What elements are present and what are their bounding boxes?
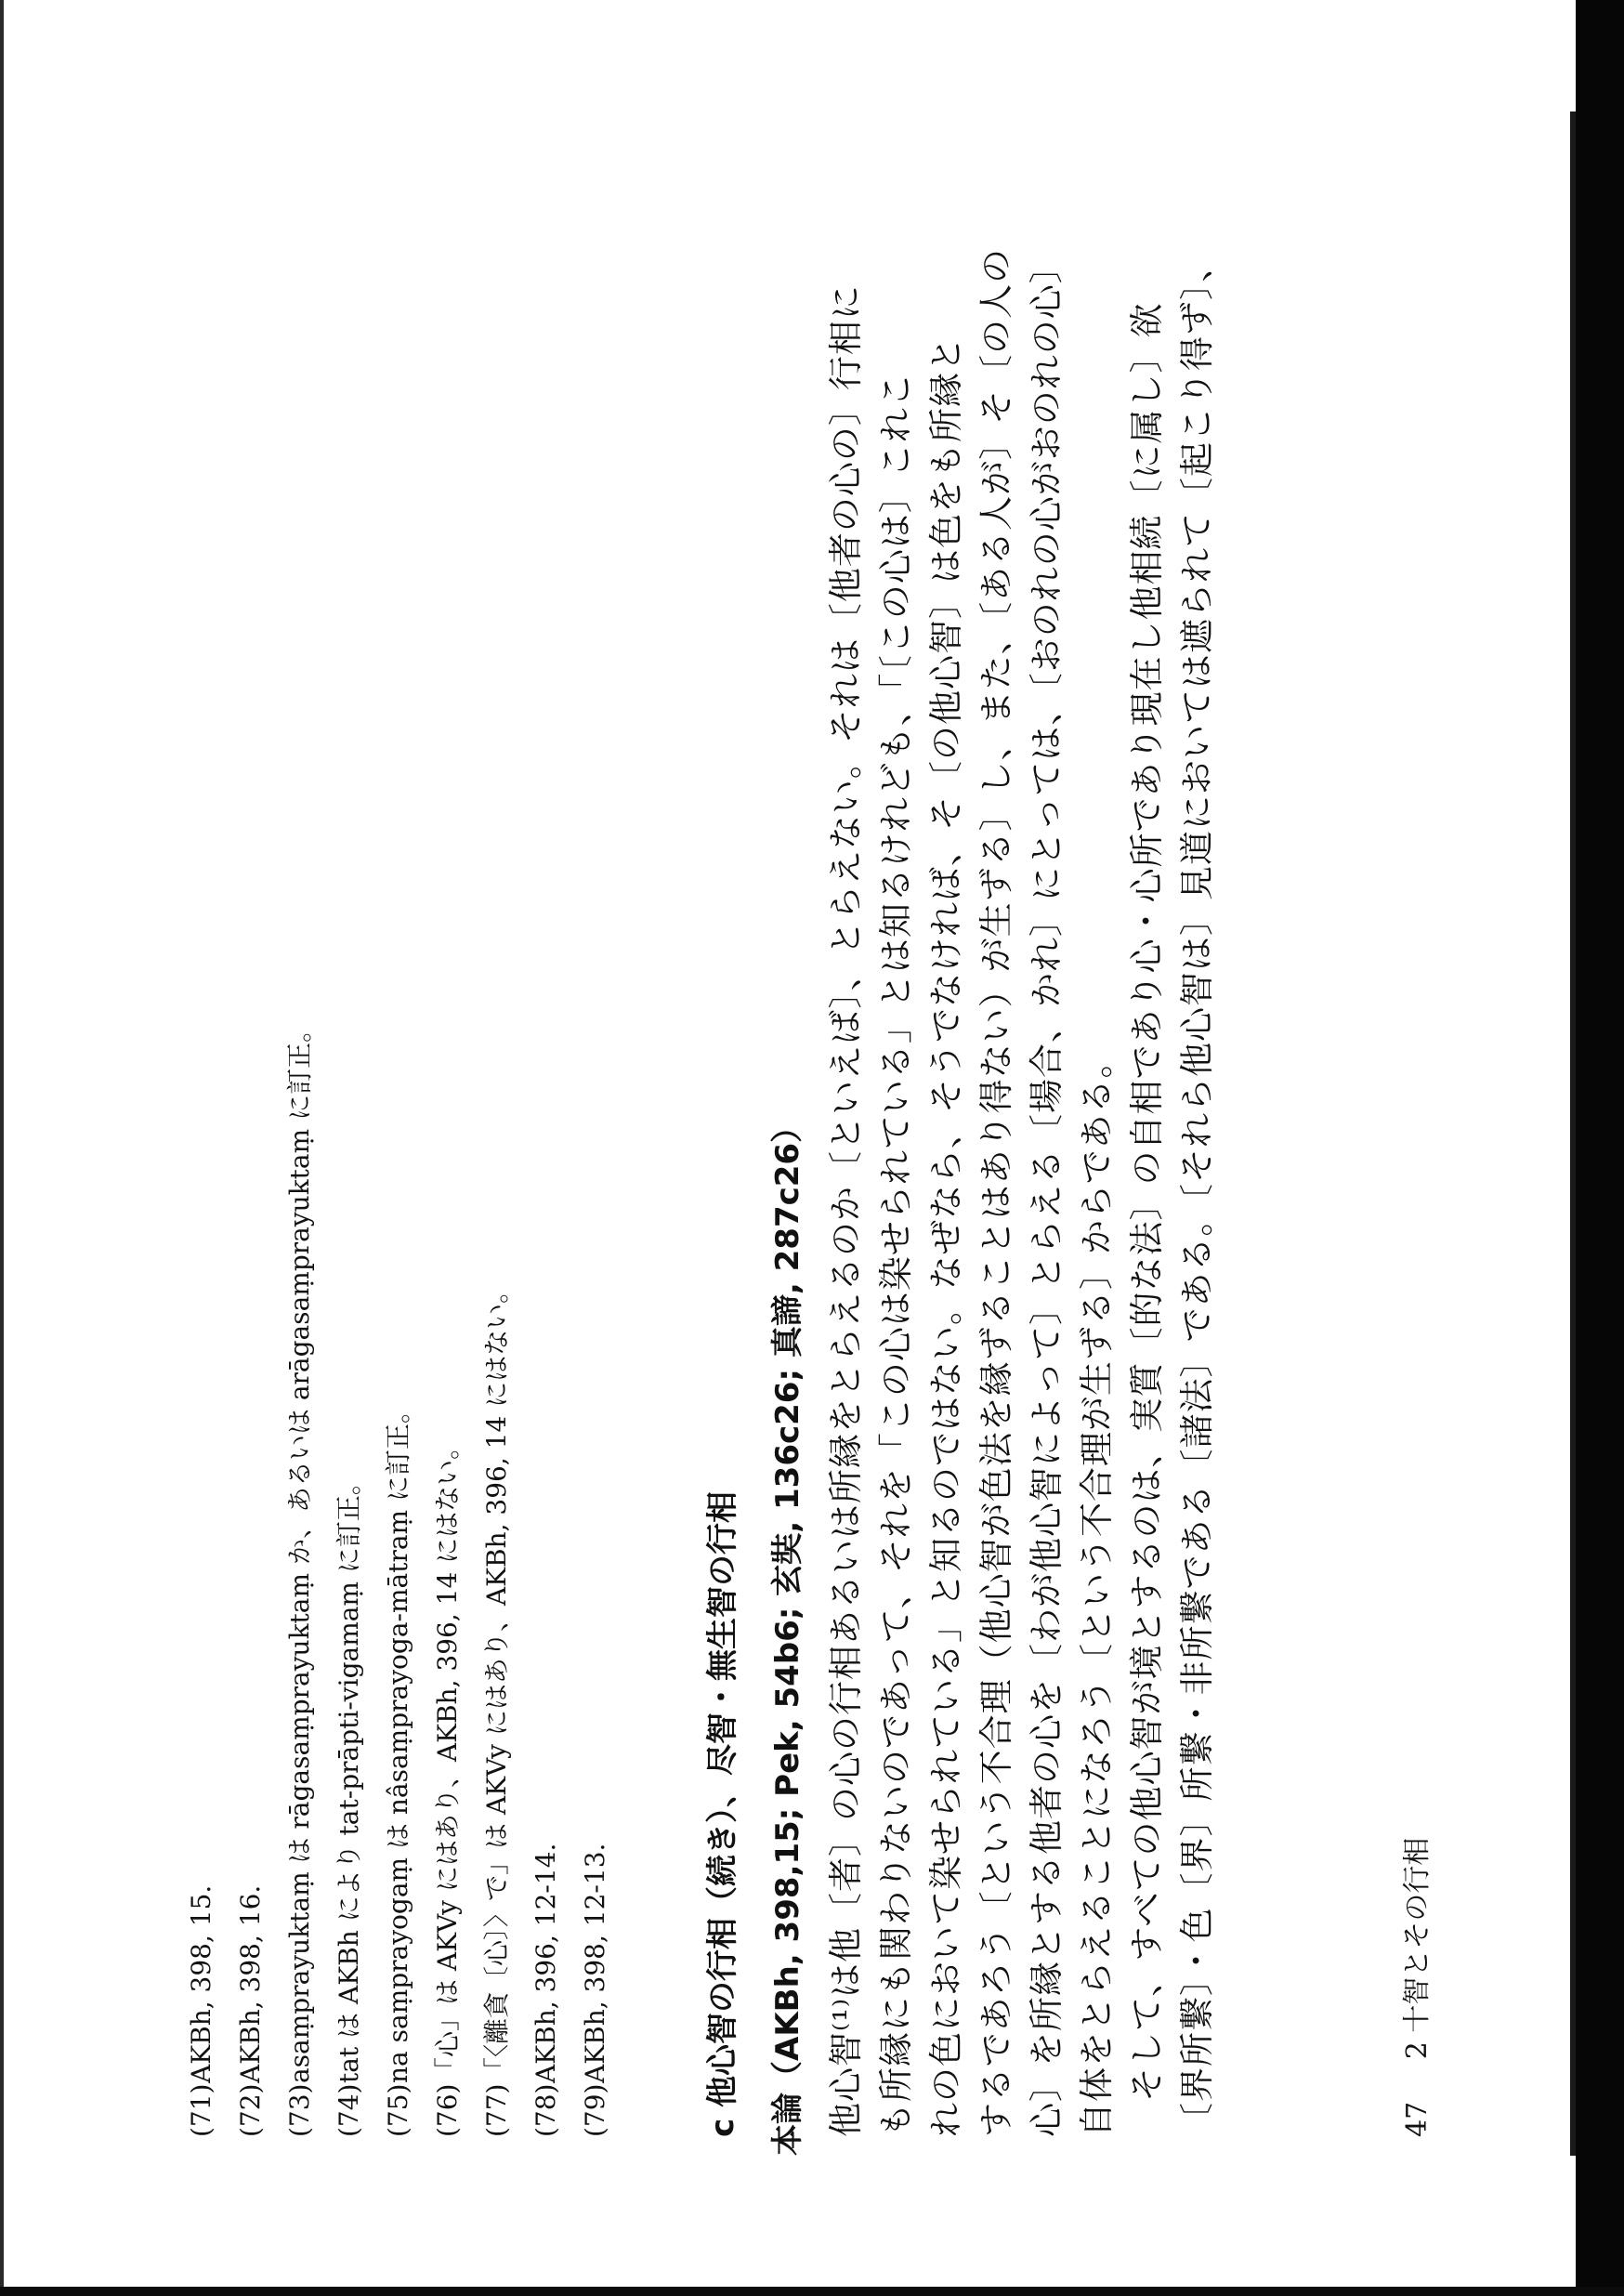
footnote xyxy=(481,1278,513,2137)
footnote-number: (75) xyxy=(383,2083,413,2137)
footnote-number: (73) xyxy=(284,2083,315,2137)
rotated-text-block xyxy=(186,246,1468,2156)
body-line: そして、すべての他心智が境とするのは、実質〔的な法〕の自相であり心・心所であり現在し他相続〔に属し〕欲 xyxy=(1127,302,1167,2137)
footnote-text: asaṃprayuktaṃ は rāgasaṃprayuktaṃ か、あるいは arāgasaṃprayuktaṃ に訂正。 xyxy=(284,1016,315,2083)
footnote-text: AKBh, 398, 16. xyxy=(235,1884,266,2083)
footnote xyxy=(530,1843,562,2137)
running-footer xyxy=(1394,1804,1434,2137)
section-heading: c 他心智の行相（続き）、尽智・無生智の行相 xyxy=(704,1491,741,2137)
footnote-number: (79) xyxy=(580,2083,610,2137)
footnote-number: (74) xyxy=(334,2083,364,2137)
footnote-text: 「〈離貪〔心〕〉で」は AKVy にはあり、AKBh, 396, 14 にはない。 xyxy=(481,1277,512,2083)
body-line: 〔界所繋〕・色〔界〕所繋・非所繋である〔諸法〕である。〔それら他心智は〕見道においては遮られて〔起こり得ず〕、 xyxy=(1177,246,1217,2137)
source-heading: 本論（AKBh, 398,15; Pek, 54b6; 玄奘, 136c26; 真諦, 287c26） xyxy=(769,1110,806,2156)
page-number: 47 xyxy=(1401,2101,1434,2137)
footnote-number: (72) xyxy=(235,2083,266,2137)
footnote-text: AKBh, 396, 12-14. xyxy=(530,1843,561,2083)
body-line: れの色において染せられている」と知るのではない。なぜなら、そうでなければ、そ〔の他心智〕は色をも所縁と xyxy=(926,336,966,2137)
chapter-title: 2 十智とその行相 xyxy=(1401,1837,1434,2060)
footnote-number: (76) xyxy=(432,2083,463,2137)
body-line: 心〕を所縁とする他者の心を〔わが他心智によって〕とらえる〔場合、かれ〕にとっては、〔おのれの心がおのれの心〕 xyxy=(1027,248,1067,2137)
footnote-text: AKBh, 398, 12-13. xyxy=(580,1843,610,2083)
body-line: も所縁にも関わりないのであって、それを「この心は染せられている」とは知るけれども、「〔この心は〕これこ xyxy=(876,372,916,2137)
footnote-number: (78) xyxy=(530,2083,561,2137)
body-line: 他心智⁽¹⁾は他〔者〕の心の行相あるいは所縁をとらえるのか〔といえば〕、とらえない。それは〔他者の心の〕行相に xyxy=(826,284,866,2137)
footnote-text: na saṃprayogaṃ は nâsaṃprayoga-mātraṃ に訂正。 xyxy=(383,1397,413,2083)
footnote xyxy=(186,1885,217,2137)
footnote xyxy=(235,1885,267,2137)
footnote-number: (77) xyxy=(481,2083,512,2137)
footnote-number: (71) xyxy=(186,2083,216,2137)
footnote xyxy=(383,1397,414,2137)
footnote xyxy=(284,1017,316,2137)
footnote xyxy=(580,1843,611,2137)
footnote xyxy=(334,1469,365,2137)
footnote-text: tat は AKBh により tat-prāpti-vigamaṃ に訂正。 xyxy=(334,1469,364,2083)
footnote xyxy=(432,1434,464,2137)
body-line: 自体をとらえることになろう〔という不合理が生ずる〕からである。 xyxy=(1077,1043,1117,2137)
footnote-text: 「心」は AKVy にはあり、AKBh, 396, 14 にはない。 xyxy=(432,1433,463,2083)
body-line: するであろう〔という不合理（他心智が色法を縁ずることはあり得ない）が生ずる〕し、また、〔ある人が〕そ〔の人の xyxy=(976,247,1016,2137)
footnote-text: AKBh, 398, 15. xyxy=(186,1884,216,2083)
